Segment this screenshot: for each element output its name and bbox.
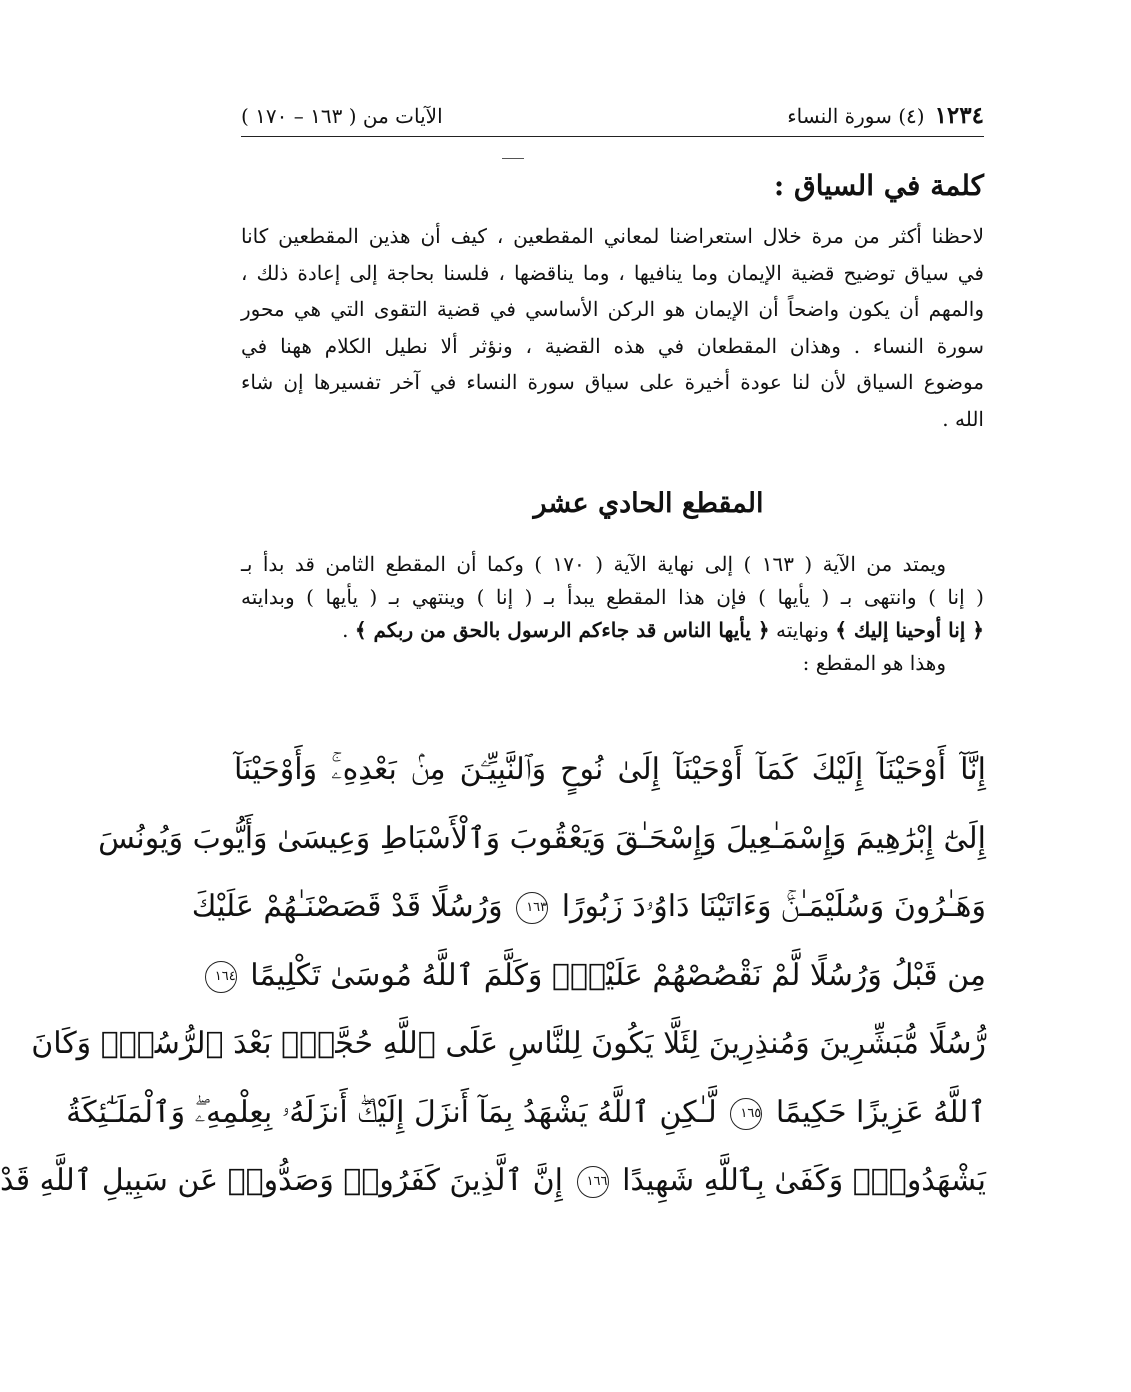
verse-text: إِنَّ ٱلَّذِينَ كَفَرُوا۟ وَصَدُّوا۟ عَن سَبِيلِ ٱللَّهِ قَدْ bbox=[0, 1163, 563, 1198]
header-rule bbox=[241, 136, 984, 137]
intro-line: ( إنا ) وانتهى بـ ( يأيها ) فإن هذا المقطع يبدأ بـ ( إنا ) وينتهي بـ ( يأيها ) وبدايته bbox=[241, 585, 984, 609]
surah-name: (٤) سورة النساء bbox=[787, 104, 925, 128]
opening-verse-quote: ﴿ إنا أوحينا إليك ﴾ bbox=[835, 618, 984, 642]
verse-text: ٱللَّهُ عَزِيزًا حَكِيمًا bbox=[775, 1094, 986, 1130]
intro-connector: ونهايته bbox=[769, 618, 836, 642]
separator-mark bbox=[502, 158, 524, 159]
header-right-group bbox=[787, 102, 984, 130]
section-heading: كلمة في السياق : bbox=[773, 169, 984, 202]
verse-text: إِلَىٰٓ إِبْرَٰهِيمَ وَإِسْمَـٰعِيلَ وَإِسْحَـٰقَ وَيَعْقُوبَ وَٱلْأَسْبَاطِ وَعِيسَىٰ وَأَيُّوبَ وَيُونُسَ bbox=[98, 820, 986, 856]
quran-line bbox=[66, 1079, 986, 1148]
segment-intro bbox=[241, 548, 984, 680]
paragraph-line: الله . bbox=[942, 406, 984, 431]
intro-line: ويمتد من الآية ( ١٦٣ ) إلى نهاية الآية ( ١٧٠ ) وكما أن المقطع الثامن قد بدأ بـ bbox=[241, 552, 946, 576]
paragraph-line: موضوع السياق لأن لنا عودة أخيرة على سياق سورة النساء في آخر تفسيرها إن شاء bbox=[241, 370, 984, 395]
verse-text: لَّـٰكِنِ ٱللَّهُ يَشْهَدُ بِمَآ أَنزَلَ إِلَيْكَۖ أَنزَلَهُۥ بِعِلْمِهِۦۖ وَٱلْمَلَـٰٓئِكَةُ bbox=[66, 1094, 717, 1130]
intro-period: . bbox=[342, 618, 355, 642]
verses-range: الآيات من ( ١٦٣ – ١٧٠ ) bbox=[241, 104, 443, 128]
quran-line bbox=[31, 1010, 986, 1079]
paragraph-line: لاحظنا أكثر من مرة خلال استعراضنا لمعاني المقطعين ، كيف أن هذين المقطعين كانا bbox=[241, 224, 984, 248]
ayah-number-marker: ١٦٣ bbox=[516, 892, 548, 924]
segment-title: المقطع الحادي عشر bbox=[533, 488, 764, 519]
quran-line bbox=[214, 942, 986, 1011]
ayah-number-marker: ١٦٥ bbox=[730, 1098, 762, 1130]
paragraph-line: سورة النساء . وهذان المقطعان في هذه القضية ، ونؤثر ألا نطيل الكلام ههنا في bbox=[241, 333, 984, 358]
ayah-number-marker: ١٦٤ bbox=[205, 961, 237, 993]
quran-line bbox=[234, 736, 986, 805]
ayah-number-marker: ١٦٦ bbox=[577, 1166, 609, 1198]
quran-line bbox=[0, 1147, 986, 1216]
context-paragraph bbox=[241, 218, 984, 438]
running-header bbox=[241, 96, 984, 130]
closing-verse-quote: ﴿ يأيها الناس قد جاءكم الرسول بالحق من ربكم ﴾ bbox=[354, 618, 770, 642]
verse-text: يَشْهَدُونَۚ وَكَفَىٰ بِٱللَّهِ شَهِيدًا bbox=[622, 1163, 986, 1198]
verse-text: مِن قَبْلُ وَرُسُلًا لَّمْ نَقْصُصْهُمْ عَلَيْكَۚ وَكَلَّمَ ٱللَّهُ مُوسَىٰ تَكْلِيمًا bbox=[250, 957, 986, 993]
paragraph-line: في سياق توضيح قضية الإيمان وما ينافيها ، وما يناقضها ، فلسنا بحاجة إلى إعادة ذلك ، bbox=[241, 260, 984, 285]
verse-text: وَرُسُلًا قَدْ قَصَصْنَـٰهُمْ عَلَيْكَ bbox=[191, 889, 503, 924]
verse-text: إِنَّآ أَوْحَيْنَآ إِلَيْكَ كَمَآ أَوْحَيْنَآ إِلَىٰ نُوحٍ وَٱلنَّبِيِّـۧنَ مِنۢ بَعْدِهِۦۚ وَأَوْحَيْنَآ bbox=[234, 752, 986, 787]
intro-line: وهذا هو المقطع : bbox=[802, 651, 946, 675]
verse-text: رُّسُلًا مُّبَشِّرِينَ وَمُنذِرِينَ لِئَلَّا يَكُونَ لِلنَّاسِ عَلَى ٱللَّهِ حُجَّةٌۢ بَعْدَ ٱلرُّسُلِۚ وَكَانَ bbox=[31, 1026, 986, 1061]
verse-text: وَهَـٰرُونَ وَسُلَيْمَـٰنَۚ وَءَاتَيْنَا دَاوُۥدَ زَبُورًا bbox=[561, 889, 986, 924]
page-number: ١٢٣٤ bbox=[934, 102, 984, 129]
paragraph-line: والمهم أن يكون واضحاً أن الإيمان هو الركن الأساسي في قضية التقوى التي هي محور bbox=[241, 297, 984, 322]
quran-line bbox=[98, 805, 986, 874]
quran-text bbox=[0, 736, 986, 1216]
intro-line bbox=[241, 614, 984, 647]
quran-line bbox=[191, 873, 986, 942]
